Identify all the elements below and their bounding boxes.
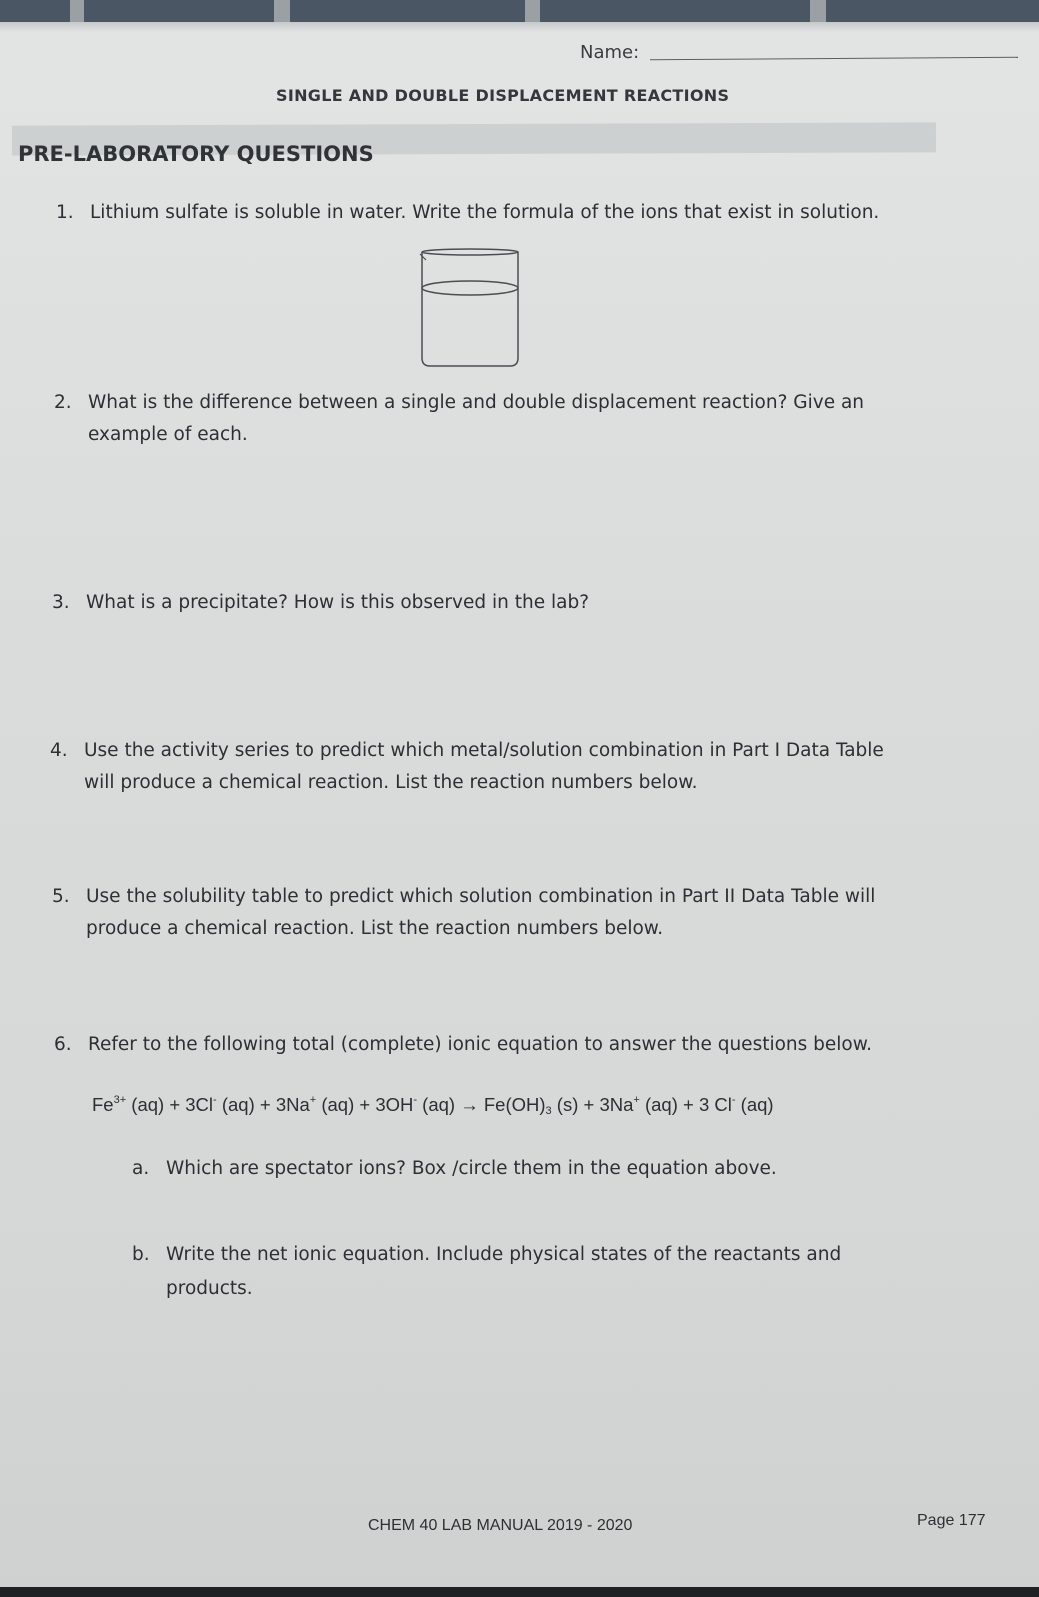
name-label: Name: xyxy=(580,42,640,63)
charge-superscript: 3+ xyxy=(113,1094,127,1106)
charge-superscript: + xyxy=(309,1094,317,1106)
equation-term: (aq) → Fe(OH) xyxy=(417,1094,546,1115)
question-text-continued: will produce a chemical reaction. List the reaction numbers below. xyxy=(84,772,698,793)
question-text: Lithium sulfate is soluble in water. Write the formula of the ions that exist in solution. xyxy=(90,202,880,223)
question-text: Use the solubility table to predict which solution combination in Part II Data Table will xyxy=(86,886,876,907)
question-1 xyxy=(56,202,879,223)
equation-term: (aq) xyxy=(735,1094,774,1115)
question-2 xyxy=(54,392,864,413)
equation-term: (s) + 3Na xyxy=(551,1094,634,1115)
question-6 xyxy=(54,1034,872,1055)
question-number: 5. xyxy=(52,886,70,907)
question-text: Refer to the following total (complete) ionic equation to answer the questions below. xyxy=(88,1034,873,1055)
background-strip xyxy=(0,1587,1039,1597)
charge-superscript: + xyxy=(633,1094,640,1106)
question-5 xyxy=(52,886,875,907)
equation-term: (aq) + 3Cl xyxy=(126,1094,214,1115)
page-number: Page 177 xyxy=(917,1512,986,1529)
question-text: Use the activity series to predict which metal/solution combination in Part I Data Table xyxy=(84,740,884,761)
question-text: What is the difference between a single and double displacement reaction? Give an xyxy=(88,392,865,413)
subquestion-text: Write the net ionic equation. Include physical states of the reactants and xyxy=(166,1244,842,1265)
question-text-continued: produce a chemical reaction. List the reaction numbers below. xyxy=(86,918,664,939)
subscript: 3 xyxy=(545,1105,552,1117)
question-number: 3. xyxy=(52,592,70,613)
question-text: What is a precipitate? How is this observed in the lab? xyxy=(86,592,590,613)
charge-superscript: - xyxy=(731,1094,736,1106)
beaker-icon xyxy=(418,246,522,370)
equation-term: (aq) + 3 Cl xyxy=(639,1094,732,1115)
subquestion-letter: b. xyxy=(132,1244,150,1265)
equation-term: (aq) + 3Na xyxy=(216,1094,310,1115)
charge-superscript: - xyxy=(213,1094,217,1106)
name-field-line[interactable] xyxy=(650,57,1018,61)
charge-superscript: - xyxy=(413,1094,418,1106)
document-title: SINGLE AND DOUBLE DISPLACEMENT REACTIONS xyxy=(276,86,730,105)
subquestion-text: Which are spectator ions? Box /circle them in the equation above. xyxy=(166,1158,777,1179)
equation-term: Fe xyxy=(92,1094,114,1115)
subquestion-text-continued: products. xyxy=(166,1278,253,1299)
page-top-edge xyxy=(0,22,1039,32)
question-4 xyxy=(50,740,884,761)
question-number: 4. xyxy=(50,740,68,761)
section-title: PRE-LABORATORY QUESTIONS xyxy=(18,142,374,166)
subquestion-b xyxy=(132,1244,841,1265)
question-text-continued: example of each. xyxy=(88,424,248,445)
question-3 xyxy=(52,592,589,613)
subquestion-letter: a. xyxy=(132,1158,150,1179)
question-number: 1. xyxy=(56,202,74,223)
question-number: 2. xyxy=(54,392,72,413)
footer-manual-title: CHEM 40 LAB MANUAL 2019 - 2020 xyxy=(368,1517,633,1534)
question-number: 6. xyxy=(54,1034,72,1055)
equation-term: (aq) + 3OH xyxy=(316,1094,414,1115)
subquestion-a xyxy=(132,1158,777,1179)
ionic-equation xyxy=(92,1094,774,1117)
